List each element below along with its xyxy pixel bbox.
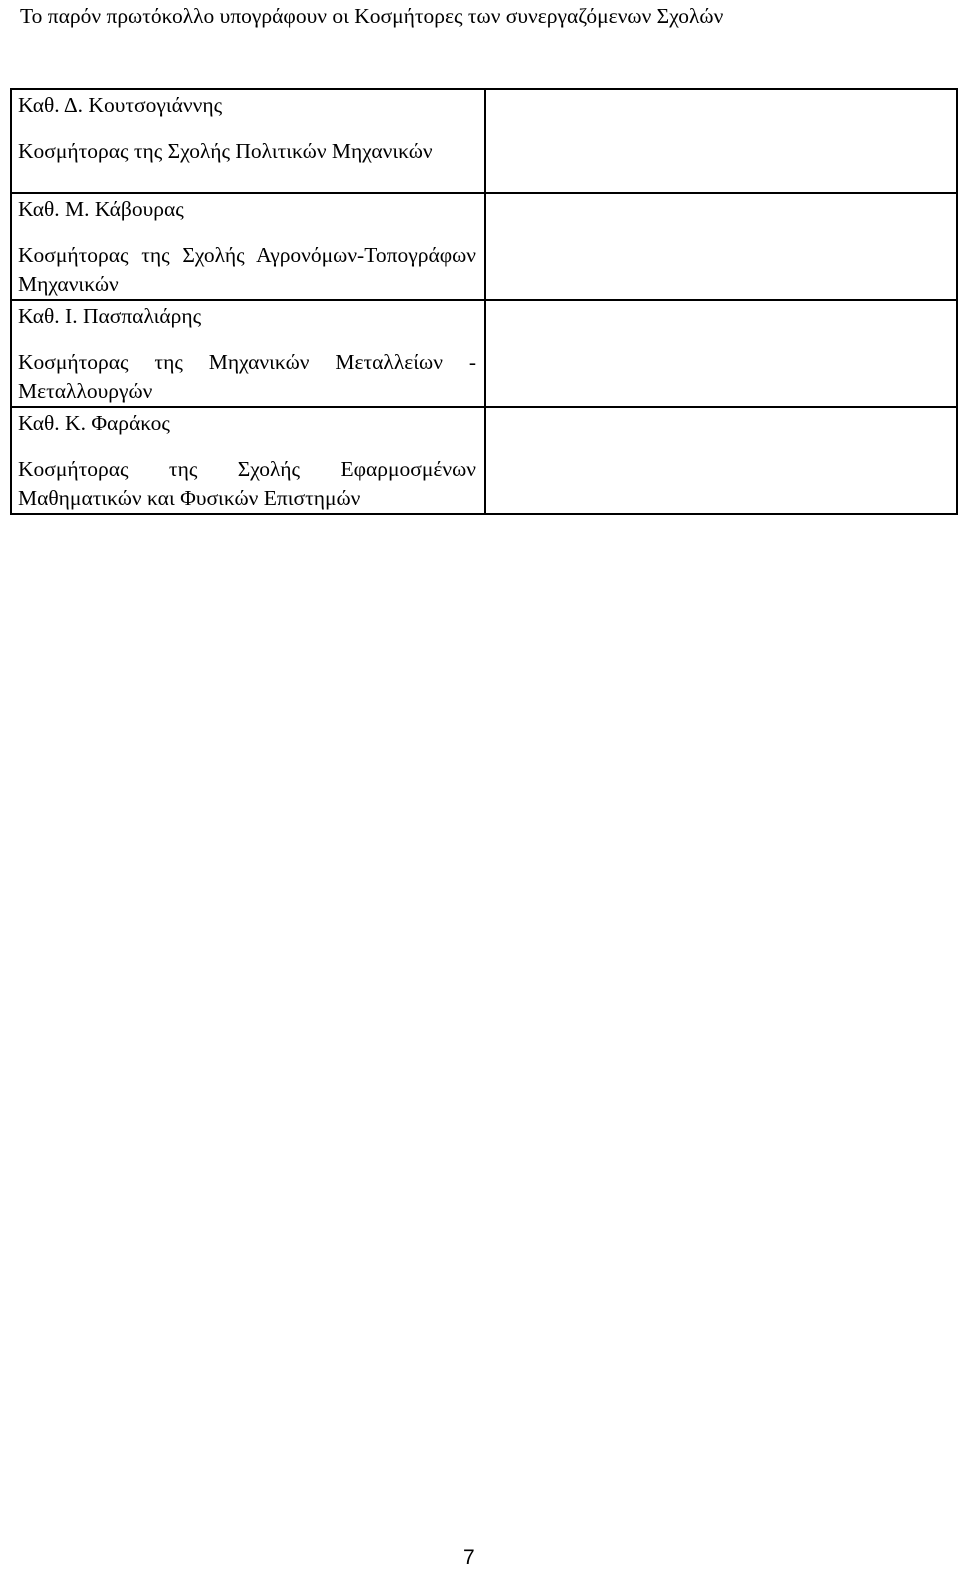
- page-number: 7: [463, 1546, 475, 1569]
- signatory-entry: [11, 300, 485, 407]
- signatories-table: [10, 88, 958, 515]
- signatory-role: Κοσμήτορας της Σχολής Εφαρμοσμένων Μαθηματικών και Φυσικών Επιστημών: [18, 457, 476, 510]
- signatory-row: [11, 193, 957, 300]
- signatory-entry: [11, 89, 485, 193]
- signatory-role: Κοσμήτορας της Μηχανικών Μεταλλείων - Μεταλλουργών: [18, 350, 476, 403]
- signatory-role: Κοσμήτορας της Σχολής Αγρονόμων-Τοπογράφων Μηχανικών: [18, 243, 476, 296]
- signatory-row: [11, 89, 957, 193]
- signatory-name: Καθ. Κ. Φαράκος: [18, 411, 170, 435]
- signatory-name: Καθ. Μ. Κάβουρας: [18, 197, 184, 221]
- signature-cell: [485, 193, 957, 300]
- signatory-entry: [11, 407, 485, 514]
- signature-cell: [485, 407, 957, 514]
- intro-text: Το παρόν πρωτόκολλο υπογράφουν οι Κοσμήτορες των συνεργαζόμενων Σχολών: [20, 4, 724, 28]
- signatory-row: [11, 407, 957, 514]
- signature-cell: [485, 300, 957, 407]
- signatory-entry: [11, 193, 485, 300]
- signatory-name: Καθ. Δ. Κουτσογιάννης: [18, 93, 223, 117]
- signatory-name: Καθ. Ι. Πασπαλιάρης: [18, 304, 202, 328]
- signatory-role: Κοσμήτορας της Σχολής Πολιτικών Μηχανικών: [18, 139, 433, 163]
- signature-cell: [485, 89, 957, 193]
- signatory-row: [11, 300, 957, 407]
